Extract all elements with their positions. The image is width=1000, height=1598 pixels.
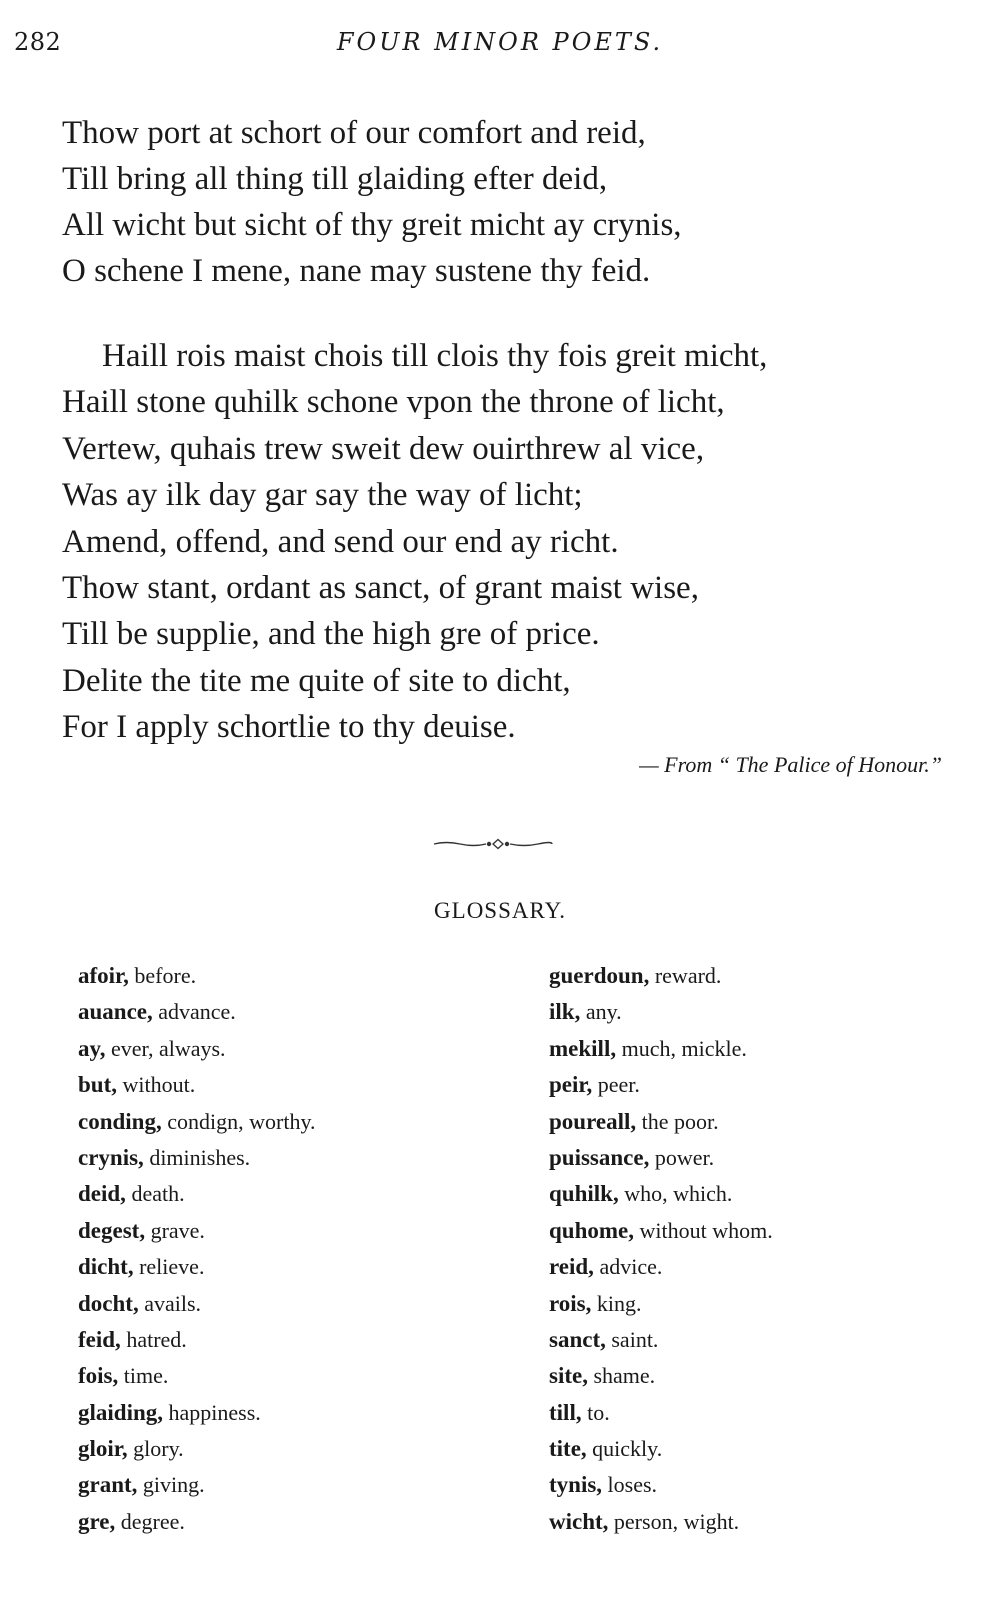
glossary-entry	[78, 1104, 316, 1140]
glossary-definition: loses.	[607, 1472, 658, 1498]
glossary-term: poureall,	[549, 1108, 637, 1134]
poem-line: Till be supplie, and the high gre of price.	[62, 616, 600, 653]
glossary-definition: condign, worthy.	[167, 1108, 316, 1134]
glossary-term: afoir,	[78, 963, 129, 988]
glossary-entry	[78, 1504, 316, 1540]
glossary-entry	[549, 1176, 773, 1212]
poem-line: O schene I mene, nane may sustene thy feid.	[62, 253, 651, 289]
glossary-definition: hatred.	[126, 1326, 187, 1352]
glossary-definition: before.	[134, 963, 197, 988]
glossary-definition: without whom.	[639, 1217, 773, 1243]
glossary-definition: advance.	[158, 999, 236, 1025]
glossary-term: tynis,	[549, 1472, 603, 1498]
glossary-term: docht,	[78, 1290, 139, 1316]
glossary-entry	[549, 1358, 773, 1394]
glossary-entry	[549, 1104, 773, 1140]
glossary-term: reid,	[549, 1254, 594, 1280]
glossary-term: conding,	[78, 1108, 162, 1134]
glossary-term: grant,	[78, 1472, 138, 1498]
glossary-term: gre,	[78, 1508, 116, 1534]
glossary-definition: person, wight.	[613, 1508, 740, 1534]
glossary-entry	[549, 1395, 773, 1431]
glossary-definition: death.	[131, 1181, 185, 1207]
glossary-entry	[78, 1358, 316, 1394]
glossary-definition: diminishes.	[149, 1144, 251, 1170]
glossary-entry	[78, 1395, 316, 1431]
glossary-term: puissance,	[549, 1144, 650, 1170]
glossary-definition: king.	[596, 1290, 642, 1316]
glossary-entry	[78, 994, 316, 1030]
glossary-entry	[549, 994, 773, 1030]
glossary-definition: happiness.	[168, 1399, 261, 1425]
glossary-entry	[78, 1286, 316, 1322]
poem-line: Thow port at schort of our comfort and reid,	[62, 115, 646, 151]
poem-line: Vertew, quhais trew sweit dew ouirthrew al vice,	[62, 430, 705, 467]
glossary-term: feid,	[78, 1326, 121, 1352]
glossary-entry	[549, 1467, 773, 1503]
poem-line: Thow stant, ordant as sanct, of grant maist wise,	[62, 570, 699, 607]
glossary-entry	[78, 1322, 316, 1358]
glossary-definition: saint.	[611, 1326, 659, 1352]
glossary-term: rois,	[549, 1290, 592, 1316]
glossary-term: glaiding,	[78, 1399, 164, 1425]
glossary-definition: to.	[587, 1399, 610, 1425]
glossary-term: deid,	[78, 1181, 126, 1207]
glossary-entry	[78, 1213, 316, 1249]
glossary-entry	[549, 1249, 773, 1285]
page-number: 282	[14, 28, 62, 56]
glossary-entry	[549, 1213, 773, 1249]
poem-line: Haill stone quhilk schone vpon the throne of licht,	[62, 384, 725, 421]
glossary-term: quhilk,	[549, 1181, 619, 1207]
poem-stanza-2	[62, 333, 767, 751]
glossary-definition: giving.	[142, 1472, 205, 1498]
glossary-term: gloir,	[78, 1436, 128, 1462]
glossary-entry	[78, 1249, 316, 1285]
glossary-column-right	[549, 958, 773, 1540]
glossary-term: sanct,	[549, 1326, 606, 1352]
poem-line: Till bring all thing till glaiding efter deid,	[62, 161, 608, 197]
glossary-term: quhome,	[549, 1217, 634, 1243]
glossary-entry	[549, 1140, 773, 1176]
glossary-entry	[78, 1031, 316, 1067]
section-divider-ornament	[432, 838, 554, 850]
glossary-entry	[78, 1467, 316, 1503]
glossary-entry	[78, 1176, 316, 1212]
glossary-definition: ever, always.	[110, 1035, 226, 1061]
glossary-definition: relieve.	[139, 1254, 205, 1280]
glossary-term: crynis,	[78, 1144, 144, 1170]
glossary-term: ilk,	[549, 999, 581, 1025]
glossary-definition: power.	[654, 1144, 715, 1170]
glossary-term: auance,	[78, 999, 153, 1025]
glossary-term: but,	[78, 1072, 117, 1098]
glossary-term: till,	[549, 1399, 582, 1425]
glossary-term: peir,	[549, 1072, 593, 1098]
glossary-column-left	[78, 958, 316, 1540]
glossary-entry	[78, 958, 316, 994]
poem-stanza-1	[62, 110, 682, 294]
poem-line: Delite the tite me quite of site to dicht,	[62, 662, 571, 699]
glossary-entry	[549, 1286, 773, 1322]
glossary-definition: who, which.	[624, 1181, 733, 1207]
glossary-term: site,	[549, 1363, 588, 1389]
glossary-term: ay,	[78, 1035, 106, 1061]
glossary-entry	[78, 1067, 316, 1103]
glossary-entry	[549, 1031, 773, 1067]
glossary-definition: degree.	[120, 1508, 185, 1534]
glossary-term: mekill,	[549, 1035, 617, 1061]
glossary-entry	[78, 1140, 316, 1176]
poem-line: Haill rois maist chois till clois thy fois greit micht,	[102, 338, 768, 374]
glossary-term: dicht,	[78, 1254, 134, 1280]
poem-line: Was ay ilk day gar say the way of licht;	[62, 477, 583, 514]
glossary-definition: grave.	[150, 1217, 205, 1243]
glossary-entry	[549, 1322, 773, 1358]
glossary-definition: time.	[123, 1363, 169, 1389]
glossary-definition: shame.	[593, 1363, 656, 1389]
glossary-definition: much, mickle.	[621, 1035, 747, 1061]
poem-line: All wicht but sicht of thy greit micht ay crynis,	[62, 207, 682, 243]
glossary-entry	[549, 958, 773, 994]
glossary-definition: reward.	[654, 963, 722, 988]
glossary-definition: quickly.	[592, 1436, 663, 1462]
glossary-entry	[549, 1504, 773, 1540]
running-head: FOUR MINOR POETS.	[336, 28, 664, 56]
glossary-term: tite,	[549, 1436, 587, 1462]
glossary-term: degest,	[78, 1217, 146, 1243]
glossary-definition: without.	[122, 1072, 196, 1098]
poem-attribution: — From “ The Palice of Honour.”	[639, 752, 942, 777]
glossary-term: fois,	[78, 1363, 119, 1389]
glossary-definition: peer.	[597, 1072, 640, 1098]
glossary-title: GLOSSARY.	[434, 898, 566, 923]
glossary-definition: avails.	[144, 1290, 202, 1316]
glossary-entry	[549, 1067, 773, 1103]
glossary-definition: advice.	[599, 1254, 663, 1280]
glossary-definition: glory.	[133, 1436, 184, 1462]
glossary-definition: the poor.	[641, 1108, 719, 1134]
poem-line: Amend, offend, and send our end ay richt.	[62, 523, 619, 560]
poem-line: For I apply schortlie to thy deuise.	[62, 709, 516, 746]
glossary-definition: any.	[585, 999, 622, 1025]
glossary-entry	[78, 1431, 316, 1467]
glossary-entry	[549, 1431, 773, 1467]
glossary-term: guerdoun,	[549, 963, 650, 988]
glossary-term: wicht,	[549, 1508, 609, 1534]
